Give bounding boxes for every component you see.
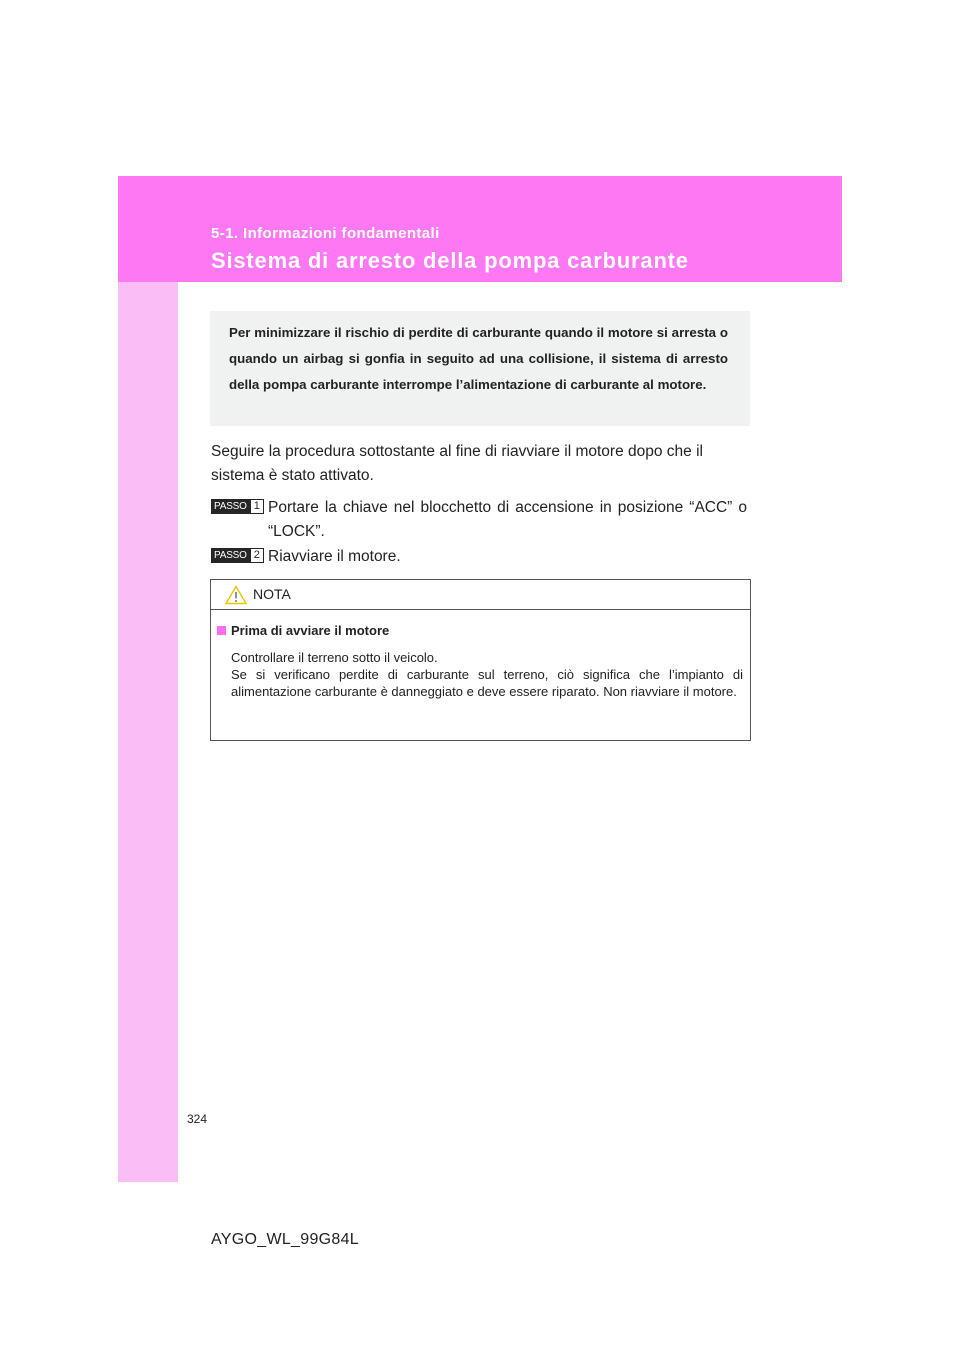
document-code: AYGO_WL_99G84L (211, 1231, 359, 1248)
square-bullet-icon (217, 626, 226, 635)
step-badge (211, 499, 264, 514)
page-number: 324 (187, 1112, 208, 1126)
note-line: Se si verificano perdite di carburante sul terreno, ciò significa che l’impianto di alimentazione carburante è danneggiato e deve essere riparato. Non riavviare il motore. (231, 667, 743, 699)
side-color-band (118, 176, 178, 1182)
section-label: 5-1. Informazioni fondamentali (211, 225, 440, 242)
note-title: NOTA (253, 586, 291, 602)
step-badge-label: PASSO (211, 499, 250, 514)
step-badge (211, 548, 264, 563)
step-text: Riavviare il motore. (268, 548, 401, 565)
note-line: Controllare il terreno sotto il veicolo. (231, 650, 438, 665)
step-badge-number: 1 (250, 499, 264, 514)
intro-text: Per minimizzare il rischio di perdite di carburante quando il motore si arresta o quando un airbag si gonfia in seguito ad una collisione, il sistema di arresto della pompa carburante interrompe l’alimentazione di carburante al motore. (229, 325, 728, 392)
step-badge-label: PASSO (211, 548, 250, 563)
warning-triangle-icon (225, 585, 247, 605)
note-subheading-text: Prima di avviare il motore (231, 623, 390, 638)
body-paragraph: Seguire la procedura sottostante al fine di riavviare il motore dopo che il sistema è stato attivato. (211, 443, 703, 484)
step-1 (211, 496, 747, 544)
note-header (211, 580, 750, 610)
page-title: Sistema di arresto della pompa carburante (211, 248, 689, 273)
intro-box (210, 311, 750, 426)
step-2 (211, 545, 747, 569)
note-body (231, 649, 743, 700)
step-text: Portare la chiave nel blocchetto di accensione in posizione “ACC” o “LOCK”. (268, 499, 747, 540)
step-badge-number: 2 (250, 548, 264, 563)
note-box (210, 579, 751, 741)
note-subheading (217, 623, 389, 638)
